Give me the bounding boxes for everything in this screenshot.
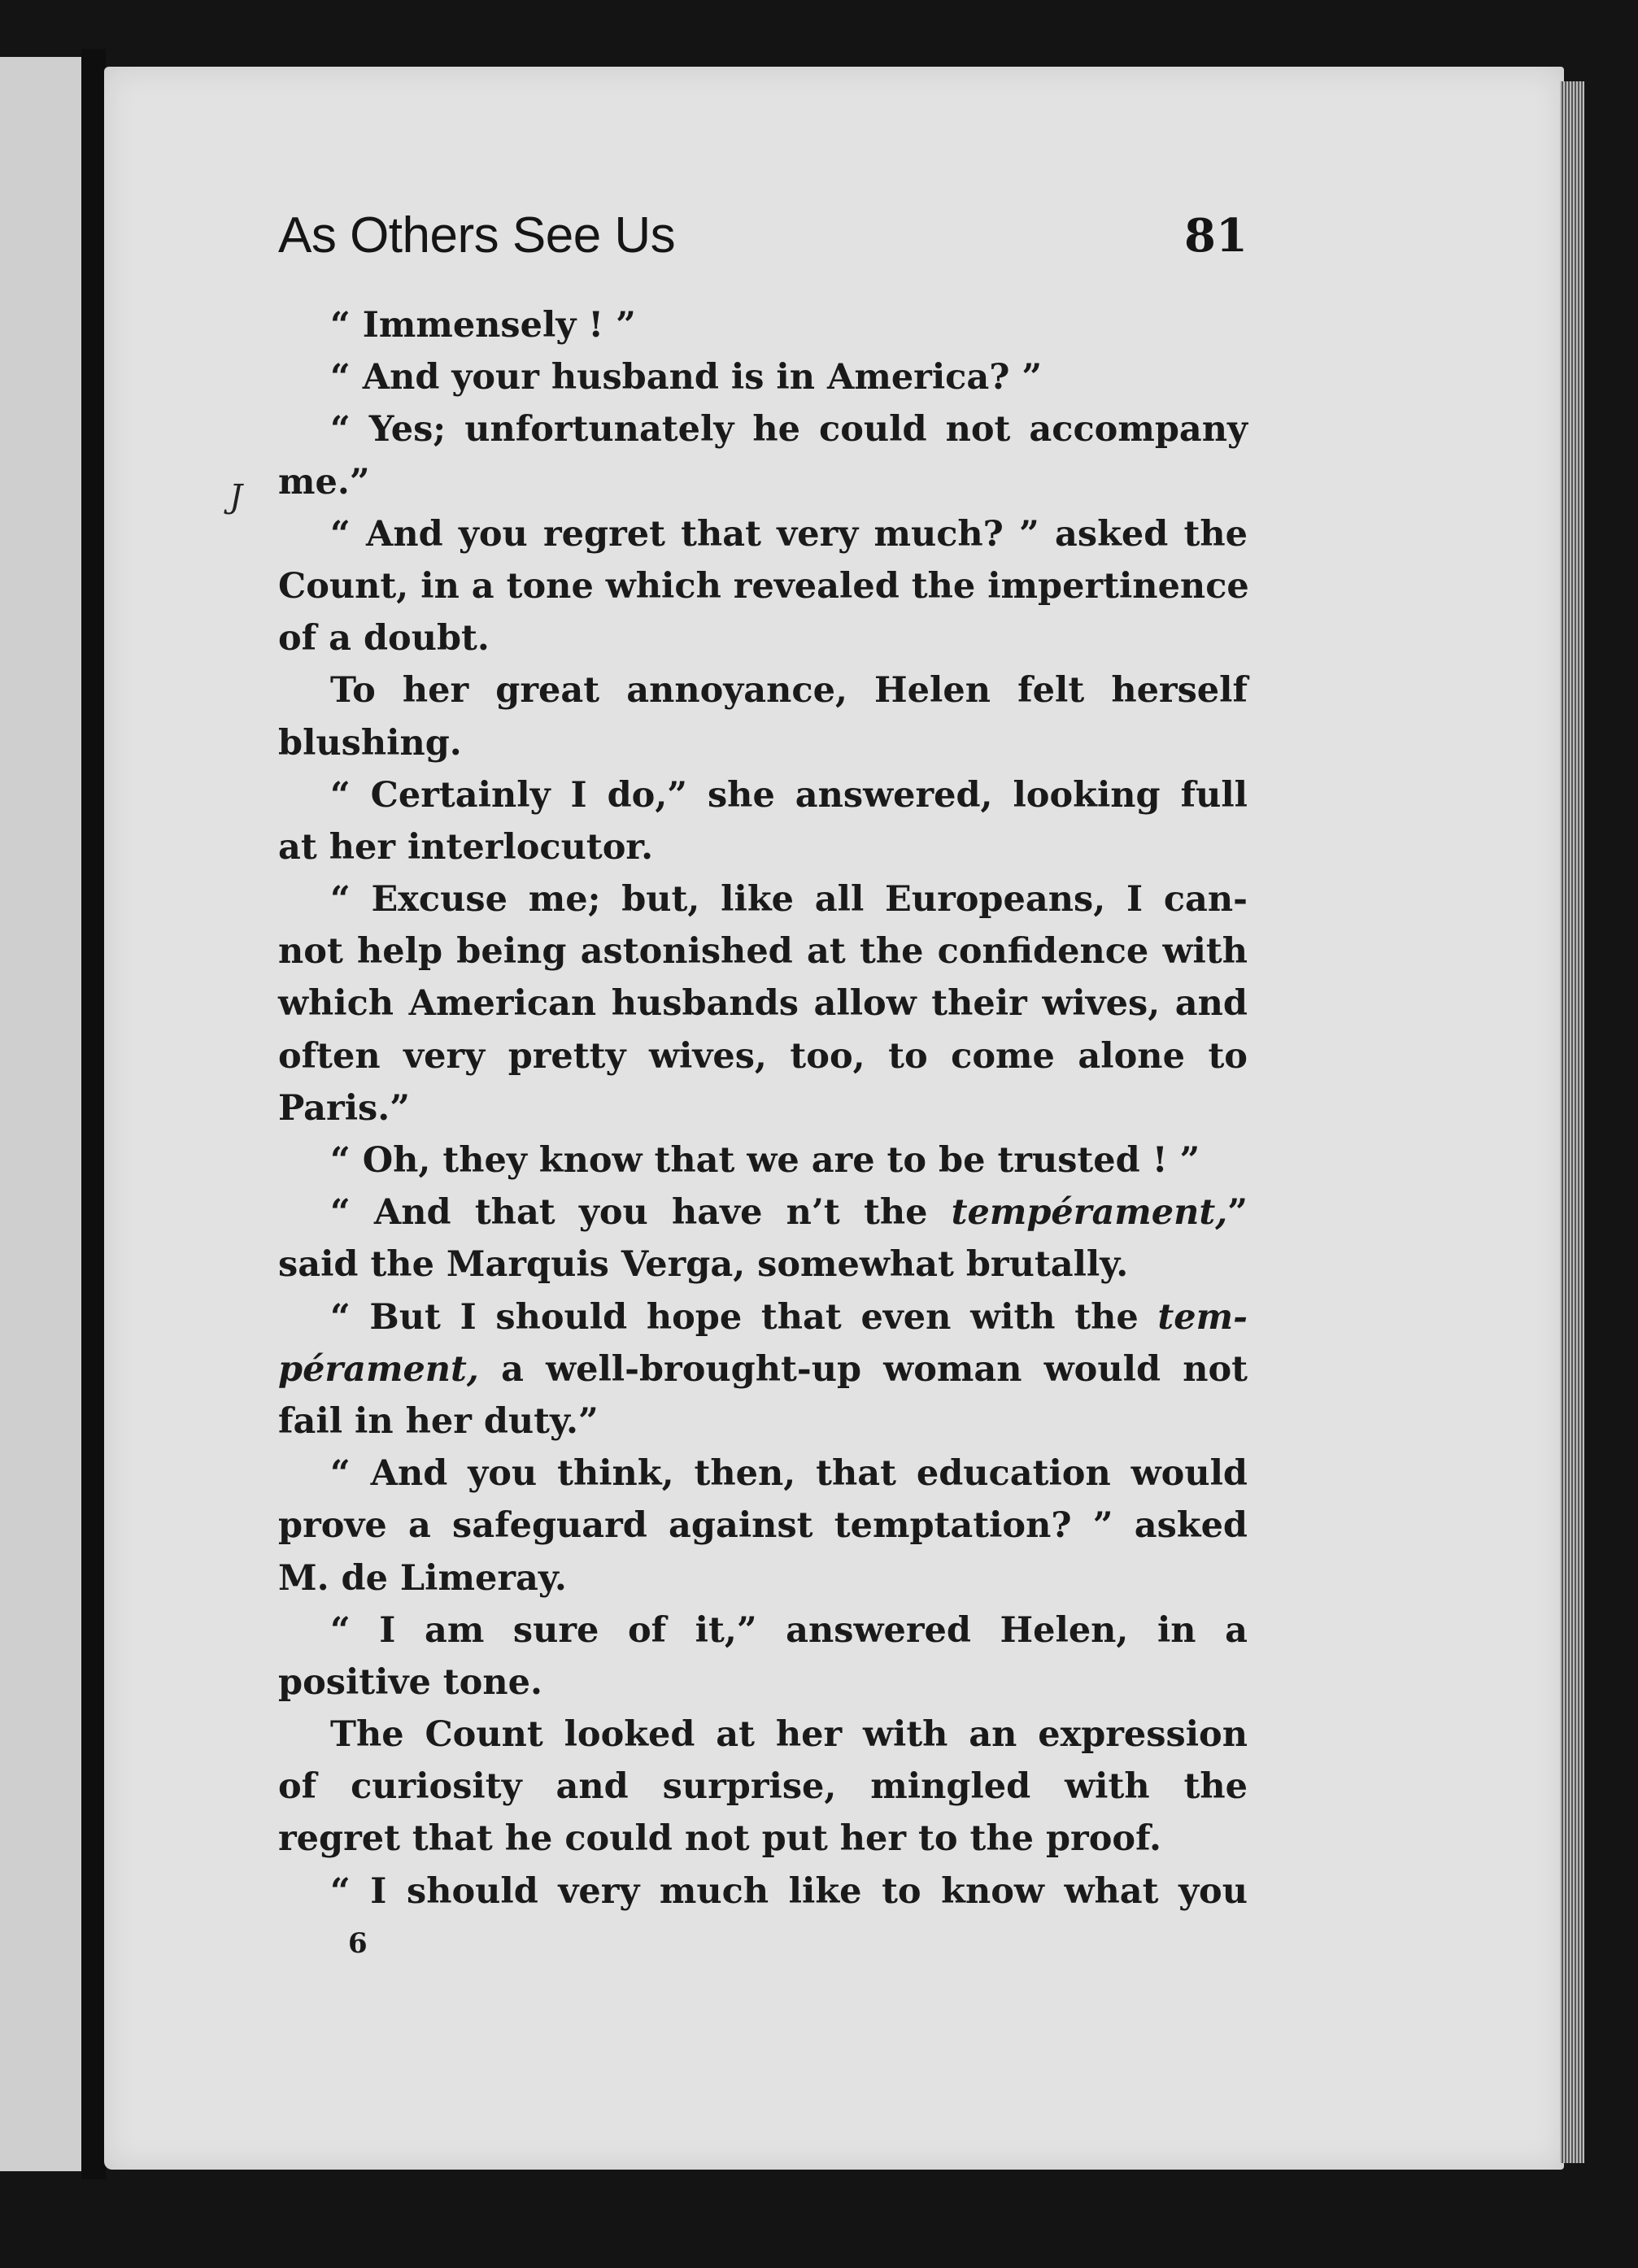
text-line: which American husbands allow their wives, and — [278, 983, 1248, 1025]
text-line: blushing. — [278, 722, 462, 764]
text-run: ” — [1227, 1192, 1248, 1234]
italic-text-run: tem- — [1157, 1296, 1248, 1338]
facing-page-edge — [0, 57, 88, 2171]
text-line: “ Immensely ! ” — [330, 305, 636, 346]
text-line: at her interlocutor. — [278, 826, 654, 868]
text-line: me.” — [278, 461, 370, 503]
text-line — [278, 1343, 1248, 1395]
text-line: “ Certainly I do,” she answered, looking full — [330, 774, 1248, 816]
text-line: said the Marquis Verga, somewhat brutally. — [278, 1244, 1129, 1286]
text-line: Paris.” — [278, 1087, 410, 1129]
running-title: As Others See Us — [278, 207, 676, 263]
text-line: “ Oh, they know that we are to be trusted ! ” — [330, 1140, 1200, 1181]
text-line: “ Excuse me; but, like all Europeans, I can- — [330, 879, 1248, 921]
text-line: To her great annoyance, Helen felt herself — [330, 670, 1248, 712]
italic-text-run: pérament, — [278, 1348, 479, 1390]
text-line: of curiosity and surprise, mingled with the — [278, 1766, 1248, 1808]
text-line — [278, 1291, 1248, 1343]
margin-mark: J — [229, 478, 243, 516]
text-line: “ I am sure of it,” answered Helen, in a — [330, 1609, 1248, 1651]
text-line: M. de Limeray. — [278, 1557, 567, 1599]
text-line: regret that he could not put her to the proof. — [278, 1818, 1162, 1860]
text-line: prove a safeguard against temptation? ” asked — [278, 1505, 1248, 1547]
text-line: not help being astonished at the confidence with — [278, 931, 1248, 973]
page-stack-edge — [1560, 81, 1584, 2163]
text-line: The Count looked at her with an expression — [330, 1714, 1248, 1756]
page-number: 81 — [1184, 209, 1248, 263]
text-run: a well-brought-up woman would not — [478, 1348, 1248, 1390]
signature-mark: 6 — [348, 1927, 368, 1960]
text-line — [278, 1186, 1248, 1238]
text-line: often very pretty wives, too, to come alone to — [278, 1035, 1248, 1077]
text-line: “ And your husband is in America? ” — [330, 357, 1043, 398]
text-line: “ And you regret that very much? ” asked the — [330, 513, 1248, 555]
text-line: fail in her duty.” — [278, 1400, 599, 1442]
book-gutter — [81, 49, 106, 2179]
text-line: “ And you think, then, that education would — [330, 1453, 1248, 1495]
text-line: positive tone. — [278, 1661, 542, 1703]
italic-text-run: tempérament, — [951, 1192, 1228, 1234]
text-line: “ Yes; unfortunately he could not accompany — [330, 409, 1248, 451]
text-run: “ And that you have n’t the — [330, 1192, 952, 1234]
body-text — [278, 299, 1248, 1918]
text-line: “ I should very much like to know what you — [330, 1870, 1248, 1912]
text-run: “ But I should hope that even with the — [330, 1296, 1158, 1338]
text-line: of a doubt. — [278, 618, 490, 660]
text-line: Count, in a tone which revealed the impertinence — [278, 565, 1249, 607]
